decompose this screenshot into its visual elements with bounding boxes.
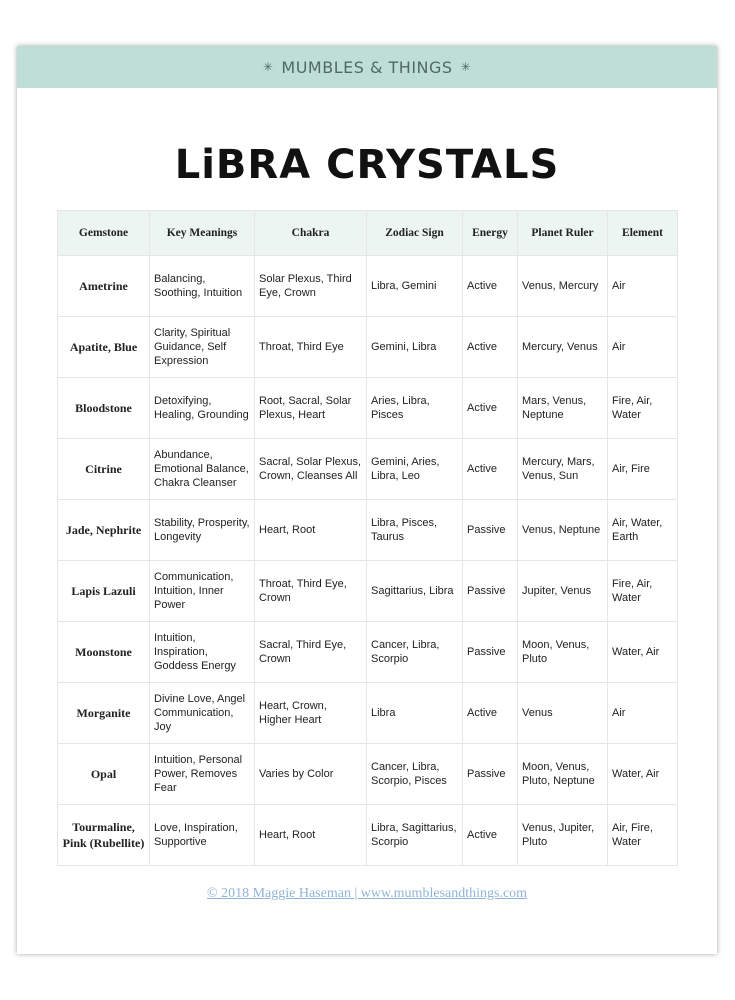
zodiac-cell: Libra, Gemini bbox=[367, 256, 463, 317]
planet-cell: Venus, Jupiter, Pluto bbox=[518, 805, 608, 866]
table-row bbox=[58, 744, 678, 805]
meanings-cell: Balancing, Soothing, Intuition bbox=[150, 256, 255, 317]
energy-cell: Active bbox=[463, 805, 518, 866]
chakra-cell: Heart, Crown, Higher Heart bbox=[255, 683, 367, 744]
document-page bbox=[17, 46, 717, 954]
zodiac-cell: Cancer, Libra, Scorpio, Pisces bbox=[367, 744, 463, 805]
meanings-cell: Detoxifying, Healing, Grounding bbox=[150, 378, 255, 439]
energy-cell: Active bbox=[463, 439, 518, 500]
element-cell: Fire, Air, Water bbox=[608, 378, 678, 439]
meanings-cell: Abundance, Emotional Balance, Chakra Cleanser bbox=[150, 439, 255, 500]
meanings-cell: Divine Love, Angel Communication, Joy bbox=[150, 683, 255, 744]
header-zodiac-sign: Zodiac Sign bbox=[367, 211, 463, 256]
element-cell: Air, Fire bbox=[608, 439, 678, 500]
gemstone-cell: Opal bbox=[58, 744, 150, 805]
chakra-cell: Sacral, Solar Plexus, Crown, Cleanses All bbox=[255, 439, 367, 500]
table-row bbox=[58, 378, 678, 439]
table-row bbox=[58, 439, 678, 500]
planet-cell: Venus, Neptune bbox=[518, 500, 608, 561]
zodiac-cell: Gemini, Aries, Libra, Leo bbox=[367, 439, 463, 500]
table-row bbox=[58, 317, 678, 378]
header-gemstone: Gemstone bbox=[58, 211, 150, 256]
meanings-cell: Intuition, Inspiration, Goddess Energy bbox=[150, 622, 255, 683]
zodiac-cell: Gemini, Libra bbox=[367, 317, 463, 378]
energy-cell: Passive bbox=[463, 744, 518, 805]
chakra-cell: Sacral, Third Eye, Crown bbox=[255, 622, 367, 683]
zodiac-cell: Aries, Libra, Pisces bbox=[367, 378, 463, 439]
planet-cell: Mars, Venus, Neptune bbox=[518, 378, 608, 439]
element-cell: Air bbox=[608, 256, 678, 317]
zodiac-cell: Libra bbox=[367, 683, 463, 744]
header-planet-ruler: Planet Ruler bbox=[518, 211, 608, 256]
page-title: LiBRA CRYSTALS bbox=[174, 142, 560, 188]
meanings-cell: Stability, Prosperity, Longevity bbox=[150, 500, 255, 561]
element-cell: Air bbox=[608, 317, 678, 378]
gemstone-cell: Moonstone bbox=[58, 622, 150, 683]
crystals-table bbox=[57, 210, 678, 866]
chakra-cell: Solar Plexus, Third Eye, Crown bbox=[255, 256, 367, 317]
gemstone-cell: Morganite bbox=[58, 683, 150, 744]
chakra-cell: Throat, Third Eye bbox=[255, 317, 367, 378]
table-row bbox=[58, 622, 678, 683]
table-row bbox=[58, 683, 678, 744]
meanings-cell: Intuition, Personal Power, Removes Fear bbox=[150, 744, 255, 805]
brand-name: MUMBLES & THINGS bbox=[281, 57, 453, 77]
chakra-cell: Varies by Color bbox=[255, 744, 367, 805]
gemstone-cell: Ametrine bbox=[58, 256, 150, 317]
energy-cell: Active bbox=[463, 683, 518, 744]
element-cell: Fire, Air, Water bbox=[608, 561, 678, 622]
planet-cell: Mercury, Mars, Venus, Sun bbox=[518, 439, 608, 500]
header-energy: Energy bbox=[463, 211, 518, 256]
energy-cell: Active bbox=[463, 317, 518, 378]
header-chakra: Chakra bbox=[255, 211, 367, 256]
zodiac-cell: Libra, Sagittarius, Scorpio bbox=[367, 805, 463, 866]
zodiac-cell: Cancer, Libra, Scorpio bbox=[367, 622, 463, 683]
planet-cell: Jupiter, Venus bbox=[518, 561, 608, 622]
gemstone-cell: Tourmaline, Pink (Rubellite) bbox=[58, 805, 150, 866]
zodiac-cell: Sagittarius, Libra bbox=[367, 561, 463, 622]
gemstone-cell: Jade, Nephrite bbox=[58, 500, 150, 561]
planet-cell: Moon, Venus, Pluto, Neptune bbox=[518, 744, 608, 805]
header-element: Element bbox=[608, 211, 678, 256]
brand-banner bbox=[17, 46, 717, 88]
planet-cell: Mercury, Venus bbox=[518, 317, 608, 378]
table-row bbox=[58, 256, 678, 317]
zodiac-cell: Libra, Pisces, Taurus bbox=[367, 500, 463, 561]
energy-cell: Passive bbox=[463, 622, 518, 683]
chakra-cell: Heart, Root bbox=[255, 805, 367, 866]
table-row bbox=[58, 805, 678, 866]
element-cell: Water, Air bbox=[608, 744, 678, 805]
chakra-cell: Root, Sacral, Solar Plexus, Heart bbox=[255, 378, 367, 439]
element-cell: Air, Water, Earth bbox=[608, 500, 678, 561]
energy-cell: Passive bbox=[463, 500, 518, 561]
gemstone-cell: Apatite, Blue bbox=[58, 317, 150, 378]
chakra-cell: Heart, Root bbox=[255, 500, 367, 561]
sparkle-right-icon: ✳ bbox=[460, 60, 472, 74]
table-header-row bbox=[58, 211, 678, 256]
meanings-cell: Clarity, Spiritual Guidance, Self Expression bbox=[150, 317, 255, 378]
energy-cell: Passive bbox=[463, 561, 518, 622]
table-row bbox=[58, 561, 678, 622]
planet-cell: Venus, Mercury bbox=[518, 256, 608, 317]
gemstone-cell: Citrine bbox=[58, 439, 150, 500]
planet-cell: Moon, Venus, Pluto bbox=[518, 622, 608, 683]
element-cell: Water, Air bbox=[608, 622, 678, 683]
element-cell: Air bbox=[608, 683, 678, 744]
meanings-cell: Love, Inspiration, Supportive bbox=[150, 805, 255, 866]
sparkle-left-icon: ✳ bbox=[262, 60, 274, 74]
chakra-cell: Throat, Third Eye, Crown bbox=[255, 561, 367, 622]
meanings-cell: Communication, Intuition, Inner Power bbox=[150, 561, 255, 622]
energy-cell: Active bbox=[463, 378, 518, 439]
element-cell: Air, Fire, Water bbox=[608, 805, 678, 866]
energy-cell: Active bbox=[463, 256, 518, 317]
planet-cell: Venus bbox=[518, 683, 608, 744]
table-row bbox=[58, 500, 678, 561]
header-key-meanings: Key Meanings bbox=[150, 211, 255, 256]
gemstone-cell: Bloodstone bbox=[58, 378, 150, 439]
gemstone-cell: Lapis Lazuli bbox=[58, 561, 150, 622]
copyright-link[interactable]: © 2018 Maggie Haseman | www.mumblesandthings.com bbox=[206, 886, 528, 901]
